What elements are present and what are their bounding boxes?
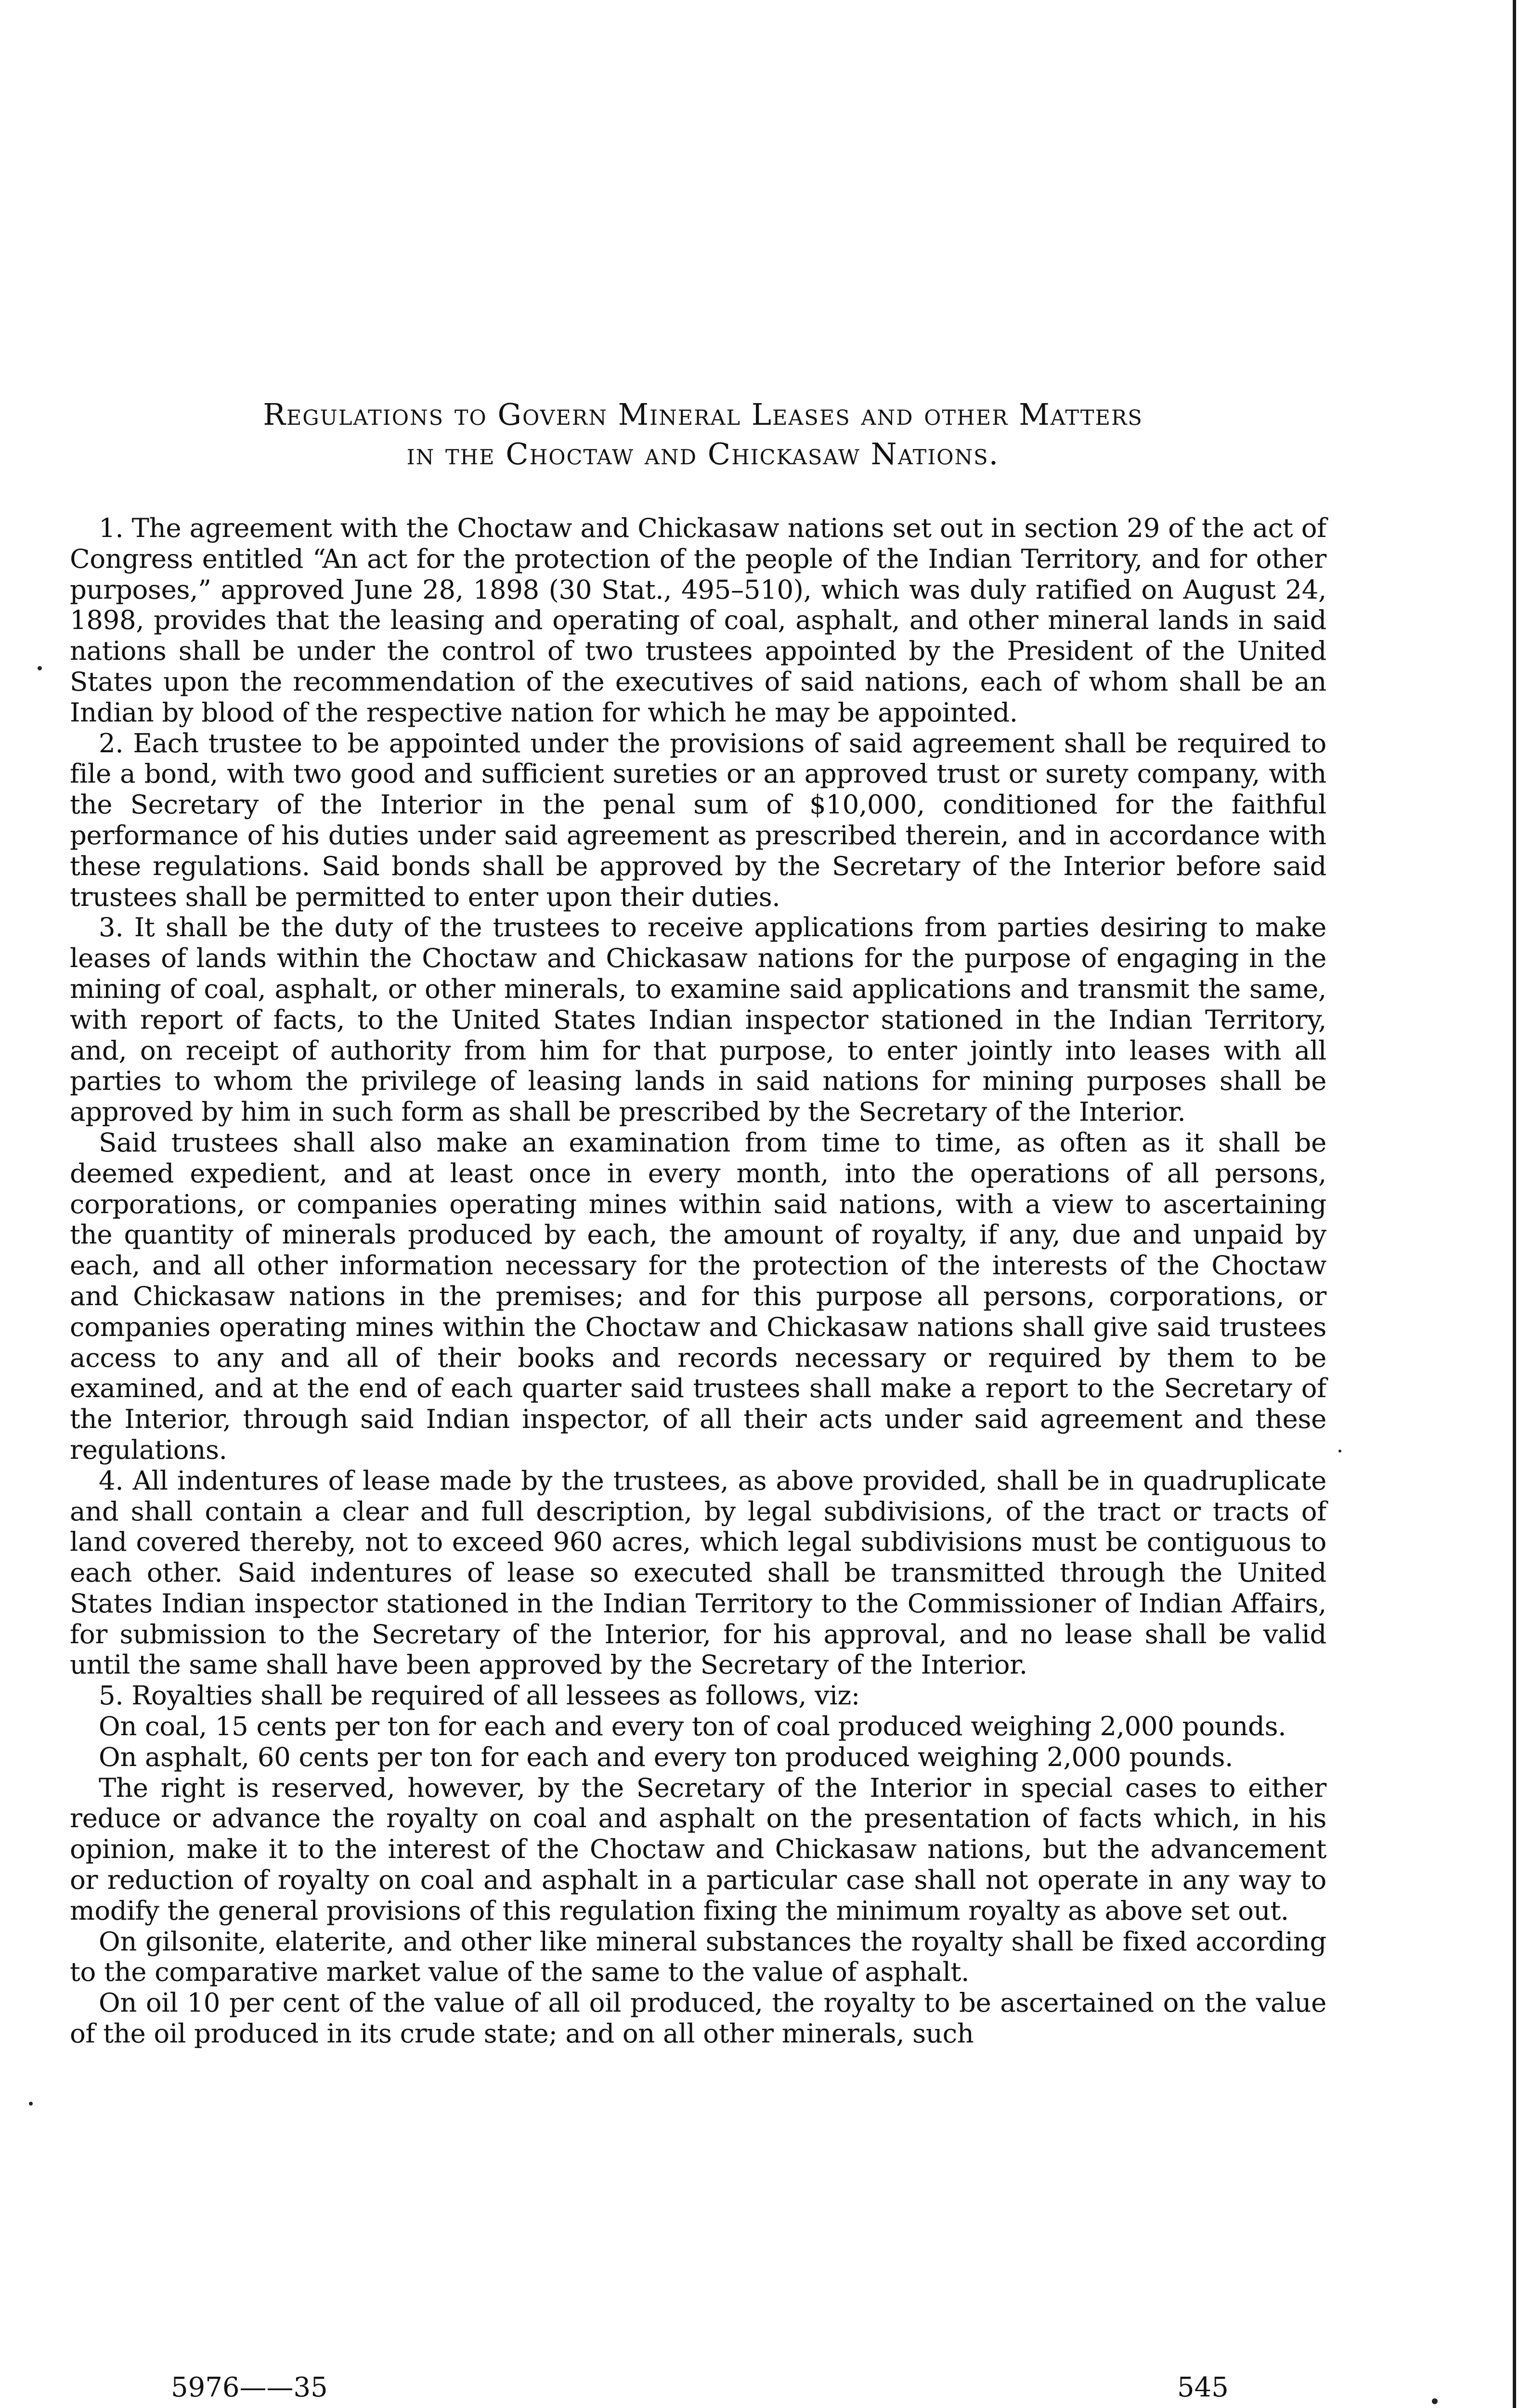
- paragraph-4: 4. All indentures of lease made by the trustees, as above provided, shall be in quadruplicate and shall contain a clear and full description, by legal subdivisions, of the tract or tracts of land covered thereby, not to exceed 960 acres, which legal subdivisions must be contiguous to each other. Said indentures of lease so executed shall be transmitted through the United States Indian inspector stationed in the Indian Territory to the Commissioner of Indian Affairs, for submission to the Secretary of the Interior, for his approval, and no lease shall be valid until the same shall have been approved by the Secretary of the Interior.: [70, 1465, 1326, 1680]
- paragraph-5: 5. Royalties shall be required of all lessees as follows, viz:: [99, 1680, 860, 1711]
- margin-speck: [38, 666, 42, 670]
- paragraph-3-continued: Said trustees shall also make an examination from time to time, as often as it shall be deemed expedient, and at least once in every month, into the operations of all persons, corporations, or companies operating mines within said nations, with a view to ascertaining the quantity of minerals produced by each, the amount of royalty, if any, due and unpaid by each, and all other information necessary for the protection of the interests of the Choctaw and Chickasaw nations in the premises; and for this purpose all persons, corporations, or companies operating mines within the Choctaw and Chickasaw nations shall give said trustees access to any and all of their books and records necessary or required by them to be examined, and at the end of each quarter said trustees shall make a report to the Secretary of the Interior, through said Indian inspector, of all their acts under said agreement and these regulations.: [70, 1126, 1326, 1465]
- page-edge-shadow: [1513, 0, 1516, 2408]
- page-title: [67, 395, 1338, 474]
- royalty-oil: On oil 10 per cent of the value of all oil produced, the royalty to be ascertained on the value of the oil produced in its crude state; and on all other minerals, such: [70, 1987, 1326, 2049]
- title-line-1: Regulations to Govern Mineral Leases and other Matters: [263, 397, 1143, 432]
- royalty-asphalt: On asphalt, 60 cents per ton for each and every ton produced weighing 2,000 pounds.: [99, 1741, 1233, 1772]
- paragraph-3: 3. It shall be the duty of the trustees to receive applications from parties desiring to make leases of lands within the Choctaw and Chickasaw nations for the purpose of engaging in the mining of coal, asphalt, or other minerals, to examine said applications and transmit the same, with report of facts, to the United States Indian inspector stationed in the Indian Territory, and, on receipt of authority from him for that purpose, to enter jointly into leases with all parties to whom the privilege of leasing lands in said nations for mining purposes shall be approved by him in such form as shall be prescribed by the Secretary of the Interior.: [70, 912, 1326, 1127]
- royalty-coal: On coal, 15 cents per ton for each and every ton of coal produced weighing 2,000 pounds.: [99, 1711, 1286, 1742]
- page-number: 545: [1177, 2372, 1229, 2403]
- margin-speck: [29, 2102, 33, 2106]
- paragraph-2: 2. Each trustee to be appointed under the provisions of said agreement shall be required to file a bond, with two good and sufficient sureties or an approved trust or surety company, with the Secretary of the Interior in the penal sum of $10,000, conditioned for the faithful performance of his duties under said agreement as prescribed therein, and in accordance with these regulations. Said bonds shall be approved by the Secretary of the Interior before said trustees shall be permitted to enter upon their duties.: [70, 727, 1326, 912]
- margin-speck: [1432, 2398, 1438, 2404]
- title-line-2: in the Choctaw and Chickasaw Nations.: [406, 436, 1000, 471]
- royalty-gilsonite: On gilsonite, elaterite, and other like mineral substances the royalty shall be fixed according to the comparative market value of the same to the value of asphalt.: [70, 1925, 1326, 1988]
- paragraph-1: 1. The agreement with the Choctaw and Chickasaw nations set out in section 29 of the act of Congress entitled “An act for the protection of the people of the Indian Territory, and for other purposes,” approved June 28, 1898 (30 Stat., 495–510), which was duly ratified on August 24, 1898, provides that the leasing and operating of coal, asphalt, and other mineral lands in said nations shall be under the control of two trustees appointed by the President of the United States upon the recommendation of the executives of said nations, each of whom shall be an Indian by blood of the respective nation for which he may be appointed.: [70, 512, 1326, 728]
- regulations-body: [70, 513, 1326, 2049]
- printer-signature: 5976——35: [171, 2372, 328, 2403]
- royalty-reservation: The right is reserved, however, by the Secretary of the Interior in special cases to either reduce or advance the royalty on coal and asphalt on the presentation of facts which, in his opinion, make it to the interest of the Choctaw and Chickasaw nations, but the advancement or reduction of royalty on coal and asphalt in a particular case shall not operate in any way to modify the general provisions of this regulation fixing the minimum royalty as above set out.: [70, 1772, 1326, 1926]
- margin-speck: [1338, 1450, 1341, 1453]
